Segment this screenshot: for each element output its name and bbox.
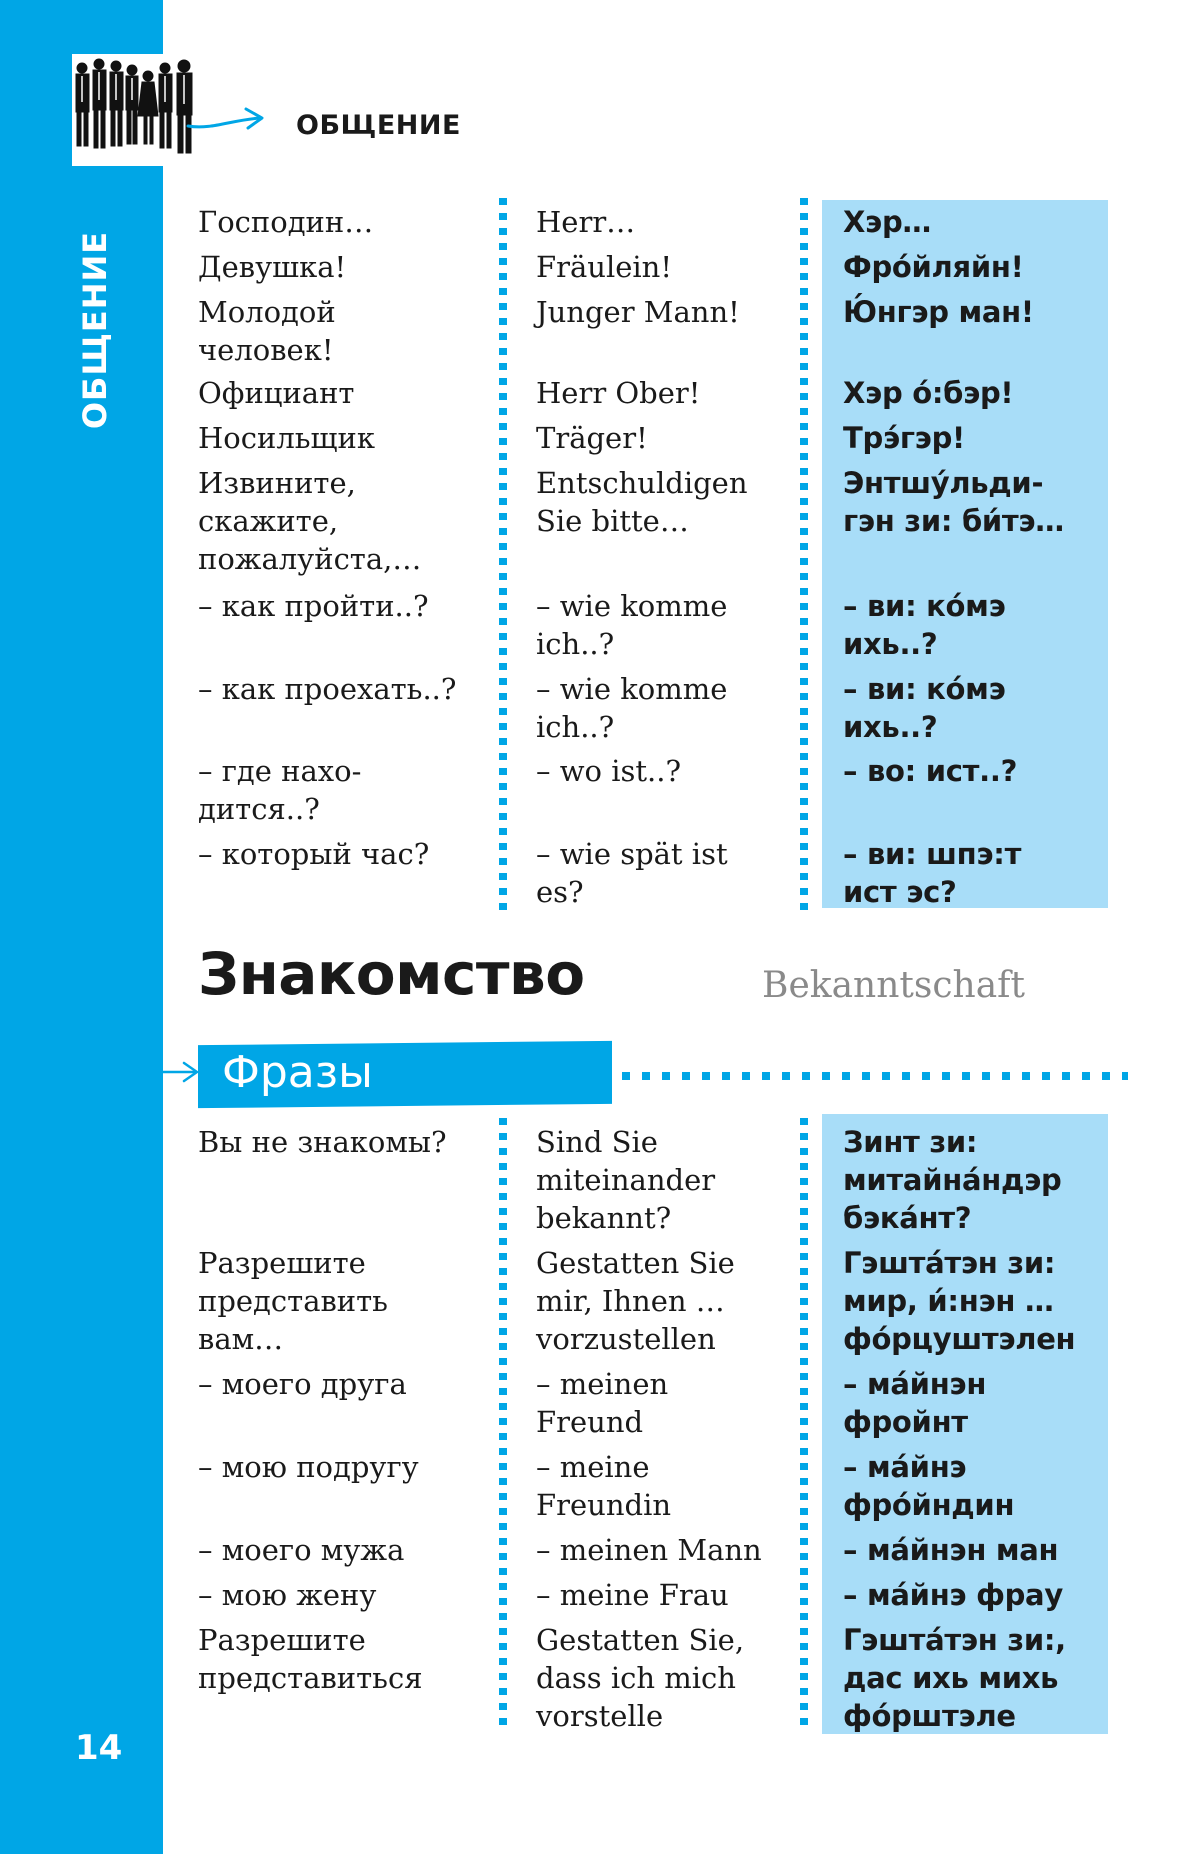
transcription-phrase: [843, 670, 1113, 746]
russian-phrase-line: Девушка!: [198, 250, 347, 284]
transcription-phrase-line: фо́рштэле: [843, 1699, 1016, 1733]
transcription-phrase-line: бэка́нт?: [843, 1201, 972, 1235]
phrases-label: Фразы: [222, 1047, 373, 1098]
german-phrase-line: – meinen: [536, 1367, 669, 1401]
transcription-phrase: [843, 1123, 1113, 1237]
arrow-right-icon: [160, 1060, 200, 1084]
transcription-phrase: [843, 752, 1113, 790]
russian-phrase-line: человек!: [198, 333, 334, 367]
russian-phrase: [198, 1576, 488, 1614]
german-phrase: [536, 419, 806, 457]
german-phrase: [536, 587, 806, 663]
russian-phrase: [198, 670, 488, 708]
russian-phrase: [198, 293, 488, 369]
transcription-phrase: [843, 1244, 1113, 1358]
arrow-right-icon: [186, 106, 266, 136]
russian-phrase-line: представить: [198, 1284, 388, 1318]
russian-phrase-line: пожалуйста,…: [198, 542, 422, 576]
russian-phrase-line: Носильщик: [198, 421, 375, 455]
transcription-phrase-line: фройнт: [843, 1405, 968, 1439]
german-phrase: [536, 464, 806, 540]
russian-phrase: [198, 464, 488, 578]
russian-phrase: [198, 1244, 488, 1358]
column-divider: [499, 198, 507, 910]
german-phrase: [536, 752, 806, 790]
transcription-phrase: [843, 374, 1113, 412]
transcription-phrase-line: Трэ́гэр!: [843, 421, 965, 455]
transcription-phrase-line: – ма́йнэ фрау: [843, 1578, 1063, 1612]
russian-phrase-line: Молодой: [198, 295, 336, 329]
transcription-phrase: [843, 464, 1113, 540]
russian-phrase-line: Разрешите: [198, 1246, 366, 1280]
russian-phrase-line: – как пройти..?: [198, 589, 429, 623]
russian-phrase: [198, 374, 488, 412]
russian-phrase-line: – который час?: [198, 837, 430, 871]
russian-phrase-line: Официант: [198, 376, 355, 410]
german-phrase-line: – wie komme: [536, 589, 728, 623]
transcription-phrase-line: мир, и́:нэн …: [843, 1284, 1054, 1318]
russian-phrase: [198, 203, 488, 241]
transcription-phrase: [843, 1448, 1113, 1524]
transcription-phrase-line: дас ихь михь: [843, 1661, 1059, 1695]
russian-phrase-line: дится..?: [198, 792, 320, 826]
german-phrase: [536, 248, 806, 286]
russian-phrase: [198, 248, 488, 286]
page-number: 14: [75, 1728, 123, 1768]
transcription-phrase: [843, 203, 1113, 241]
transcription-phrase: [843, 248, 1113, 286]
transcription-phrase-line: ихь..?: [843, 710, 938, 744]
transcription-phrase-line: – ви: ко́мэ: [843, 589, 1006, 623]
sidebar-title-text: ОБЩЕНИЕ: [76, 230, 115, 430]
russian-phrase: [198, 1365, 488, 1403]
german-phrase-line: Gestatten Sie,: [536, 1623, 745, 1657]
german-phrase: [536, 1448, 806, 1524]
german-phrase: [536, 670, 806, 746]
german-phrase-line: Träger!: [536, 421, 648, 455]
russian-phrase: [198, 1123, 488, 1161]
russian-phrase-line: – моего друга: [198, 1367, 407, 1401]
sidebar: [0, 0, 163, 1854]
german-phrase-line: Freundin: [536, 1488, 672, 1522]
russian-phrase-line: – где нахо-: [198, 754, 362, 788]
dotted-rule: [622, 1072, 1128, 1080]
transcription-phrase-line: – ви: ко́мэ: [843, 672, 1006, 706]
transcription-phrase-line: – ви: шпэ:т: [843, 837, 1022, 871]
russian-phrase: [198, 419, 488, 457]
russian-phrase: [198, 752, 488, 828]
page-header-title: ОБЩЕНИЕ: [296, 110, 461, 141]
german-phrase: [536, 203, 806, 241]
german-phrase: [536, 1244, 806, 1358]
german-phrase-line: bekannt?: [536, 1201, 672, 1235]
transcription-phrase-line: Ю́нгэр ман!: [843, 295, 1034, 329]
german-phrase-line: ich..?: [536, 710, 615, 744]
german-phrase: [536, 1531, 806, 1569]
german-phrase: [536, 1576, 806, 1614]
sidebar-vertical-title: [65, 225, 125, 435]
transcription-phrase: [843, 1365, 1113, 1441]
german-phrase-line: mir, Ihnen …: [536, 1284, 725, 1318]
german-phrase: [536, 1365, 806, 1441]
russian-phrase-line: – мою подругу: [198, 1450, 419, 1484]
russian-phrase-line: скажите,: [198, 504, 339, 538]
russian-phrase-line: – моего мужа: [198, 1533, 405, 1567]
german-phrase-line: Entschuldigen: [536, 466, 748, 500]
german-phrase-line: vorstelle: [536, 1699, 664, 1733]
russian-phrase-line: вам…: [198, 1322, 284, 1356]
transcription-phrase-line: фро́йндин: [843, 1488, 1015, 1522]
transcription-phrase-line: Зинт зи:: [843, 1125, 978, 1159]
transcription-phrase-line: – ма́йнэн ман: [843, 1533, 1059, 1567]
transcription-phrase-line: Хэр…: [843, 205, 932, 239]
russian-phrase: [198, 835, 488, 873]
russian-phrase-line: – как проехать..?: [198, 672, 457, 706]
transcription-phrase: [843, 1531, 1113, 1569]
german-phrase-line: es?: [536, 875, 584, 909]
russian-phrase-line: Разрешите: [198, 1623, 366, 1657]
transcription-phrase-line: митайна́ндэр: [843, 1163, 1062, 1197]
german-phrase: [536, 293, 806, 331]
german-phrase: [536, 1621, 806, 1735]
german-phrase-line: Sie bitte…: [536, 504, 689, 538]
russian-phrase-line: Извините,: [198, 466, 356, 500]
german-phrase-line: Herr Ober!: [536, 376, 701, 410]
transcription-phrase: [843, 1621, 1113, 1735]
german-phrase-line: Freund: [536, 1405, 644, 1439]
german-phrase-line: – wie spät ist: [536, 837, 728, 871]
transcription-phrase: [843, 1576, 1113, 1614]
transcription-phrase-line: гэн зи: би́тэ…: [843, 504, 1065, 538]
german-phrase: [536, 835, 806, 911]
german-phrase: [536, 374, 806, 412]
transcription-phrase-line: – во: ист..?: [843, 754, 1018, 788]
russian-phrase-line: представиться: [198, 1661, 423, 1695]
german-phrase-line: – wie komme: [536, 672, 728, 706]
transcription-phrase-line: Фро́йляйн!: [843, 250, 1024, 284]
transcription-phrase-line: Гэшта́тэн зи:,: [843, 1623, 1066, 1657]
russian-phrase-line: Господин…: [198, 205, 374, 239]
russian-phrase: [198, 1531, 488, 1569]
german-phrase-line: Fräulein!: [536, 250, 672, 284]
german-phrase-line: Junger Mann!: [536, 295, 740, 329]
russian-phrase: [198, 1448, 488, 1486]
transcription-phrase-line: Гэшта́тэн зи:: [843, 1246, 1056, 1280]
german-phrase-line: Gestatten Sie: [536, 1246, 735, 1280]
transcription-phrase: [843, 835, 1113, 911]
transcription-phrase-line: – ма́йнэ: [843, 1450, 967, 1484]
transcription-phrase: [843, 587, 1113, 663]
transcription-phrase-line: Хэр о́:бэр!: [843, 376, 1014, 410]
german-phrase-line: Herr…: [536, 205, 636, 239]
german-phrase-line: – meine: [536, 1450, 650, 1484]
people-group-icon: [72, 54, 200, 166]
russian-phrase: [198, 1621, 488, 1697]
german-phrase-line: – meine Frau: [536, 1578, 729, 1612]
german-phrase-line: – wo ist..?: [536, 754, 682, 788]
german-phrase-line: ich..?: [536, 627, 615, 661]
transcription-phrase-line: Энтшу́льди-: [843, 466, 1044, 500]
german-phrase-line: dass ich mich: [536, 1661, 736, 1695]
russian-phrase-line: – мою жену: [198, 1578, 377, 1612]
transcription-phrase-line: ист эс?: [843, 875, 957, 909]
transcription-phrase: [843, 419, 1113, 457]
german-phrase-line: vorzustellen: [536, 1322, 716, 1356]
german-phrase-line: miteinander: [536, 1163, 716, 1197]
section-heading-translation: Bekanntschaft: [762, 965, 1025, 1006]
german-phrase: [536, 1123, 806, 1237]
transcription-phrase-line: ихь..?: [843, 627, 938, 661]
german-phrase-line: Sind Sie: [536, 1125, 658, 1159]
german-phrase-line: – meinen Mann: [536, 1533, 762, 1567]
transcription-phrase-line: фо́рцуштэлен: [843, 1322, 1076, 1356]
transcription-phrase: [843, 293, 1113, 331]
russian-phrase-line: Вы не знакомы?: [198, 1125, 447, 1159]
transcription-phrase-line: – ма́йнэн: [843, 1367, 987, 1401]
russian-phrase: [198, 587, 488, 625]
column-divider: [499, 1118, 507, 1732]
section-heading: Знакомство: [198, 940, 585, 1008]
